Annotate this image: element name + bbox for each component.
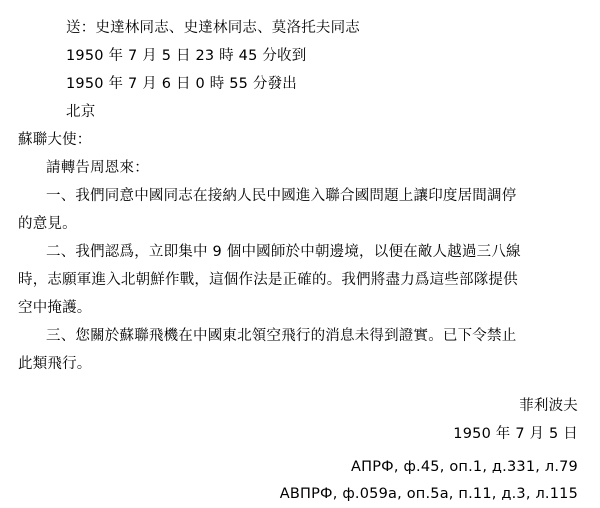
paragraph-1-line-1: 一、我們同意中國同志在接納人民中國進入聯合國問題上讓印度居間調停 [46,188,517,204]
paragraph-3-line-1: 三、您關於蘇聯飛機在中國東北領空飛行的消息未得到證實。已下令禁止 [46,328,517,344]
paragraph-2-line-2: 時，志願軍進入北朝鮮作戰，這個作法是正確的。我們將盡力爲這些部隊提供 [18,272,518,288]
signature-date: 1950 年 7 月 5 日 [453,426,578,442]
signature-block [18,392,578,448]
paragraph-3-line-2: 此類飛行。 [18,356,92,372]
received-time-line: 1950 年 7 月 5 日 23 時 45 分收到 [66,48,307,64]
archive-reference-1: АПРФ, ф.45, оп.1, д.331, л.79 [350,459,578,475]
header-block [18,14,578,126]
signature-name: 菲利波夫 [519,398,578,414]
body-paragraph-3 [18,322,578,378]
place-line: 北京 [66,104,96,120]
body-paragraph-2 [18,238,578,322]
sent-time-line: 1950 年 7 月 6 日 0 時 55 分發出 [66,76,298,92]
archive-reference-2: АВПРФ, ф.059a, оп.5a, п.11, д.3, л.115 [279,486,578,502]
paragraph-2-line-3: 空中掩護。 [18,300,92,316]
paragraph-2-line-1: 二、我們認爲，立即集中 9 個中國師於中朝邊境，以便在敵人越過三八線 [46,244,521,260]
addressee-line: 蘇聯大使： [18,132,92,148]
paragraph-1-line-2: 的意見。 [18,216,77,232]
recipient-line: 送：史達林同志、史達林同志、莫洛托夫同志 [66,20,360,36]
archive-reference-block [18,454,578,508]
body-paragraph-1 [18,182,578,238]
salutation-line: 請轉告周恩來： [46,160,149,176]
